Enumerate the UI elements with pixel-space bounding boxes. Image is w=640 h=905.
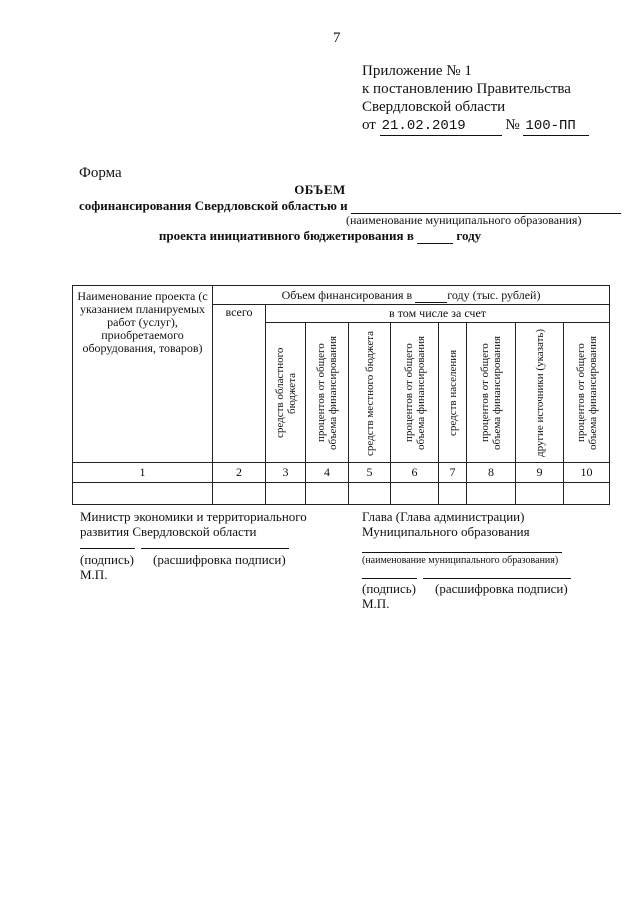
appendix-line2: к постановлению Правительства [362,81,571,97]
col-label-4: процентов от общего объема финансирования [315,335,339,450]
empty-cell[interactable] [266,483,306,505]
financing-table [72,285,610,505]
page-number: 7 [333,30,341,46]
resolution-number: 100-ПП [523,117,589,136]
left-signer-line1: Министр экономики и территориального [80,509,307,524]
total-header: всего [213,305,266,463]
col-number: 6 [391,463,439,483]
including-header: в том числе за счет [266,305,610,323]
col-label-7: средств населения [446,349,459,436]
col-label-8: процентов от общего объема финансирования [479,335,503,450]
subtitle2-prefix: проекта инициативного бюджетирования в [158,228,414,243]
right-stamp-label: М.П. [362,596,390,611]
right-decode-label: (расшифровка подписи) [435,581,568,596]
right-signer-line2: Муниципального образования [362,524,530,539]
col-label-3: средств областного бюджета [273,347,298,438]
empty-cell[interactable] [439,483,467,505]
left-sign-line [80,547,135,549]
empty-cell[interactable] [73,483,213,505]
document-title: ОБЪЕМ [294,182,346,197]
empty-cell[interactable] [467,483,516,505]
finance-suffix: году (тыс. рублей) [447,287,541,302]
empty-cell[interactable] [516,483,564,505]
finance-prefix: Объем финансирования в [281,287,413,302]
form-label: Форма [79,165,122,181]
right-sign-label: (подпись) [362,581,416,596]
col-number: 3 [266,463,306,483]
right-municipality-line [362,551,562,553]
empty-cell[interactable] [564,483,610,505]
number-label: № [505,117,520,133]
empty-cell[interactable] [349,483,391,505]
col-number: 8 [467,463,516,483]
col-number: 10 [564,463,610,483]
col-header-3 [266,323,306,463]
col-header-10 [564,323,610,463]
subtitle-prefix: софинансирования Свердловской областью и [79,198,348,213]
municipality-caption: (наименование муниципального образования) [346,213,582,227]
right-sign-line [362,577,417,579]
subtitle2-suffix: году [456,228,482,243]
right-municipality-caption: (наименование муниципального образования) [362,555,559,566]
empty-data-row [73,483,610,505]
col-number: 1 [73,463,213,483]
left-signer-line2: развития Свердловской области [80,524,257,539]
col-header-5 [349,323,391,463]
col-number: 9 [516,463,564,483]
col-number: 7 [439,463,467,483]
year-blank [417,233,453,244]
left-stamp-label: М.П. [80,567,108,582]
col-header-8 [467,323,516,463]
finance-header [213,286,610,305]
right-decode-line [423,577,571,579]
col-label-5: средств местного бюджета [363,329,376,456]
col-header-4 [306,323,349,463]
col-label-6: процентов от общего объема финансирования [402,335,427,450]
right-signer-line1: Глава (Глава администрации) [362,509,525,524]
left-decode-label: (расшифровка подписи) [153,552,286,567]
name-header: Наименование проекта (с указанием планируемых работ (услуг), приобретаемого оборудования, товаров) [73,286,213,463]
col-number: 5 [349,463,391,483]
empty-cell[interactable] [391,483,439,505]
col-header-6 [391,323,439,463]
col-number: 4 [306,463,349,483]
col-number: 2 [213,463,266,483]
from-label: от [362,117,376,133]
col-header-7 [439,323,467,463]
col-label-10: процентов от общего объема финансирования [574,335,599,450]
resolution-date: 21.02.2019 [380,117,502,136]
appendix-line1: Приложение № 1 [362,63,472,79]
subtitle-line [79,198,621,214]
finance-year-blank [415,292,447,303]
left-decode-line [141,547,289,549]
left-sign-label: (подпись) [80,552,134,567]
col-label-9: другие источники (указать) [533,328,546,457]
empty-cell[interactable] [306,483,349,505]
appendix-line3: Свердловской области [362,99,506,115]
empty-cell[interactable] [213,483,266,505]
column-number-row [73,463,610,483]
subtitle2-line [0,228,640,244]
appendix-date-line [362,116,589,136]
col-header-9 [516,323,564,463]
